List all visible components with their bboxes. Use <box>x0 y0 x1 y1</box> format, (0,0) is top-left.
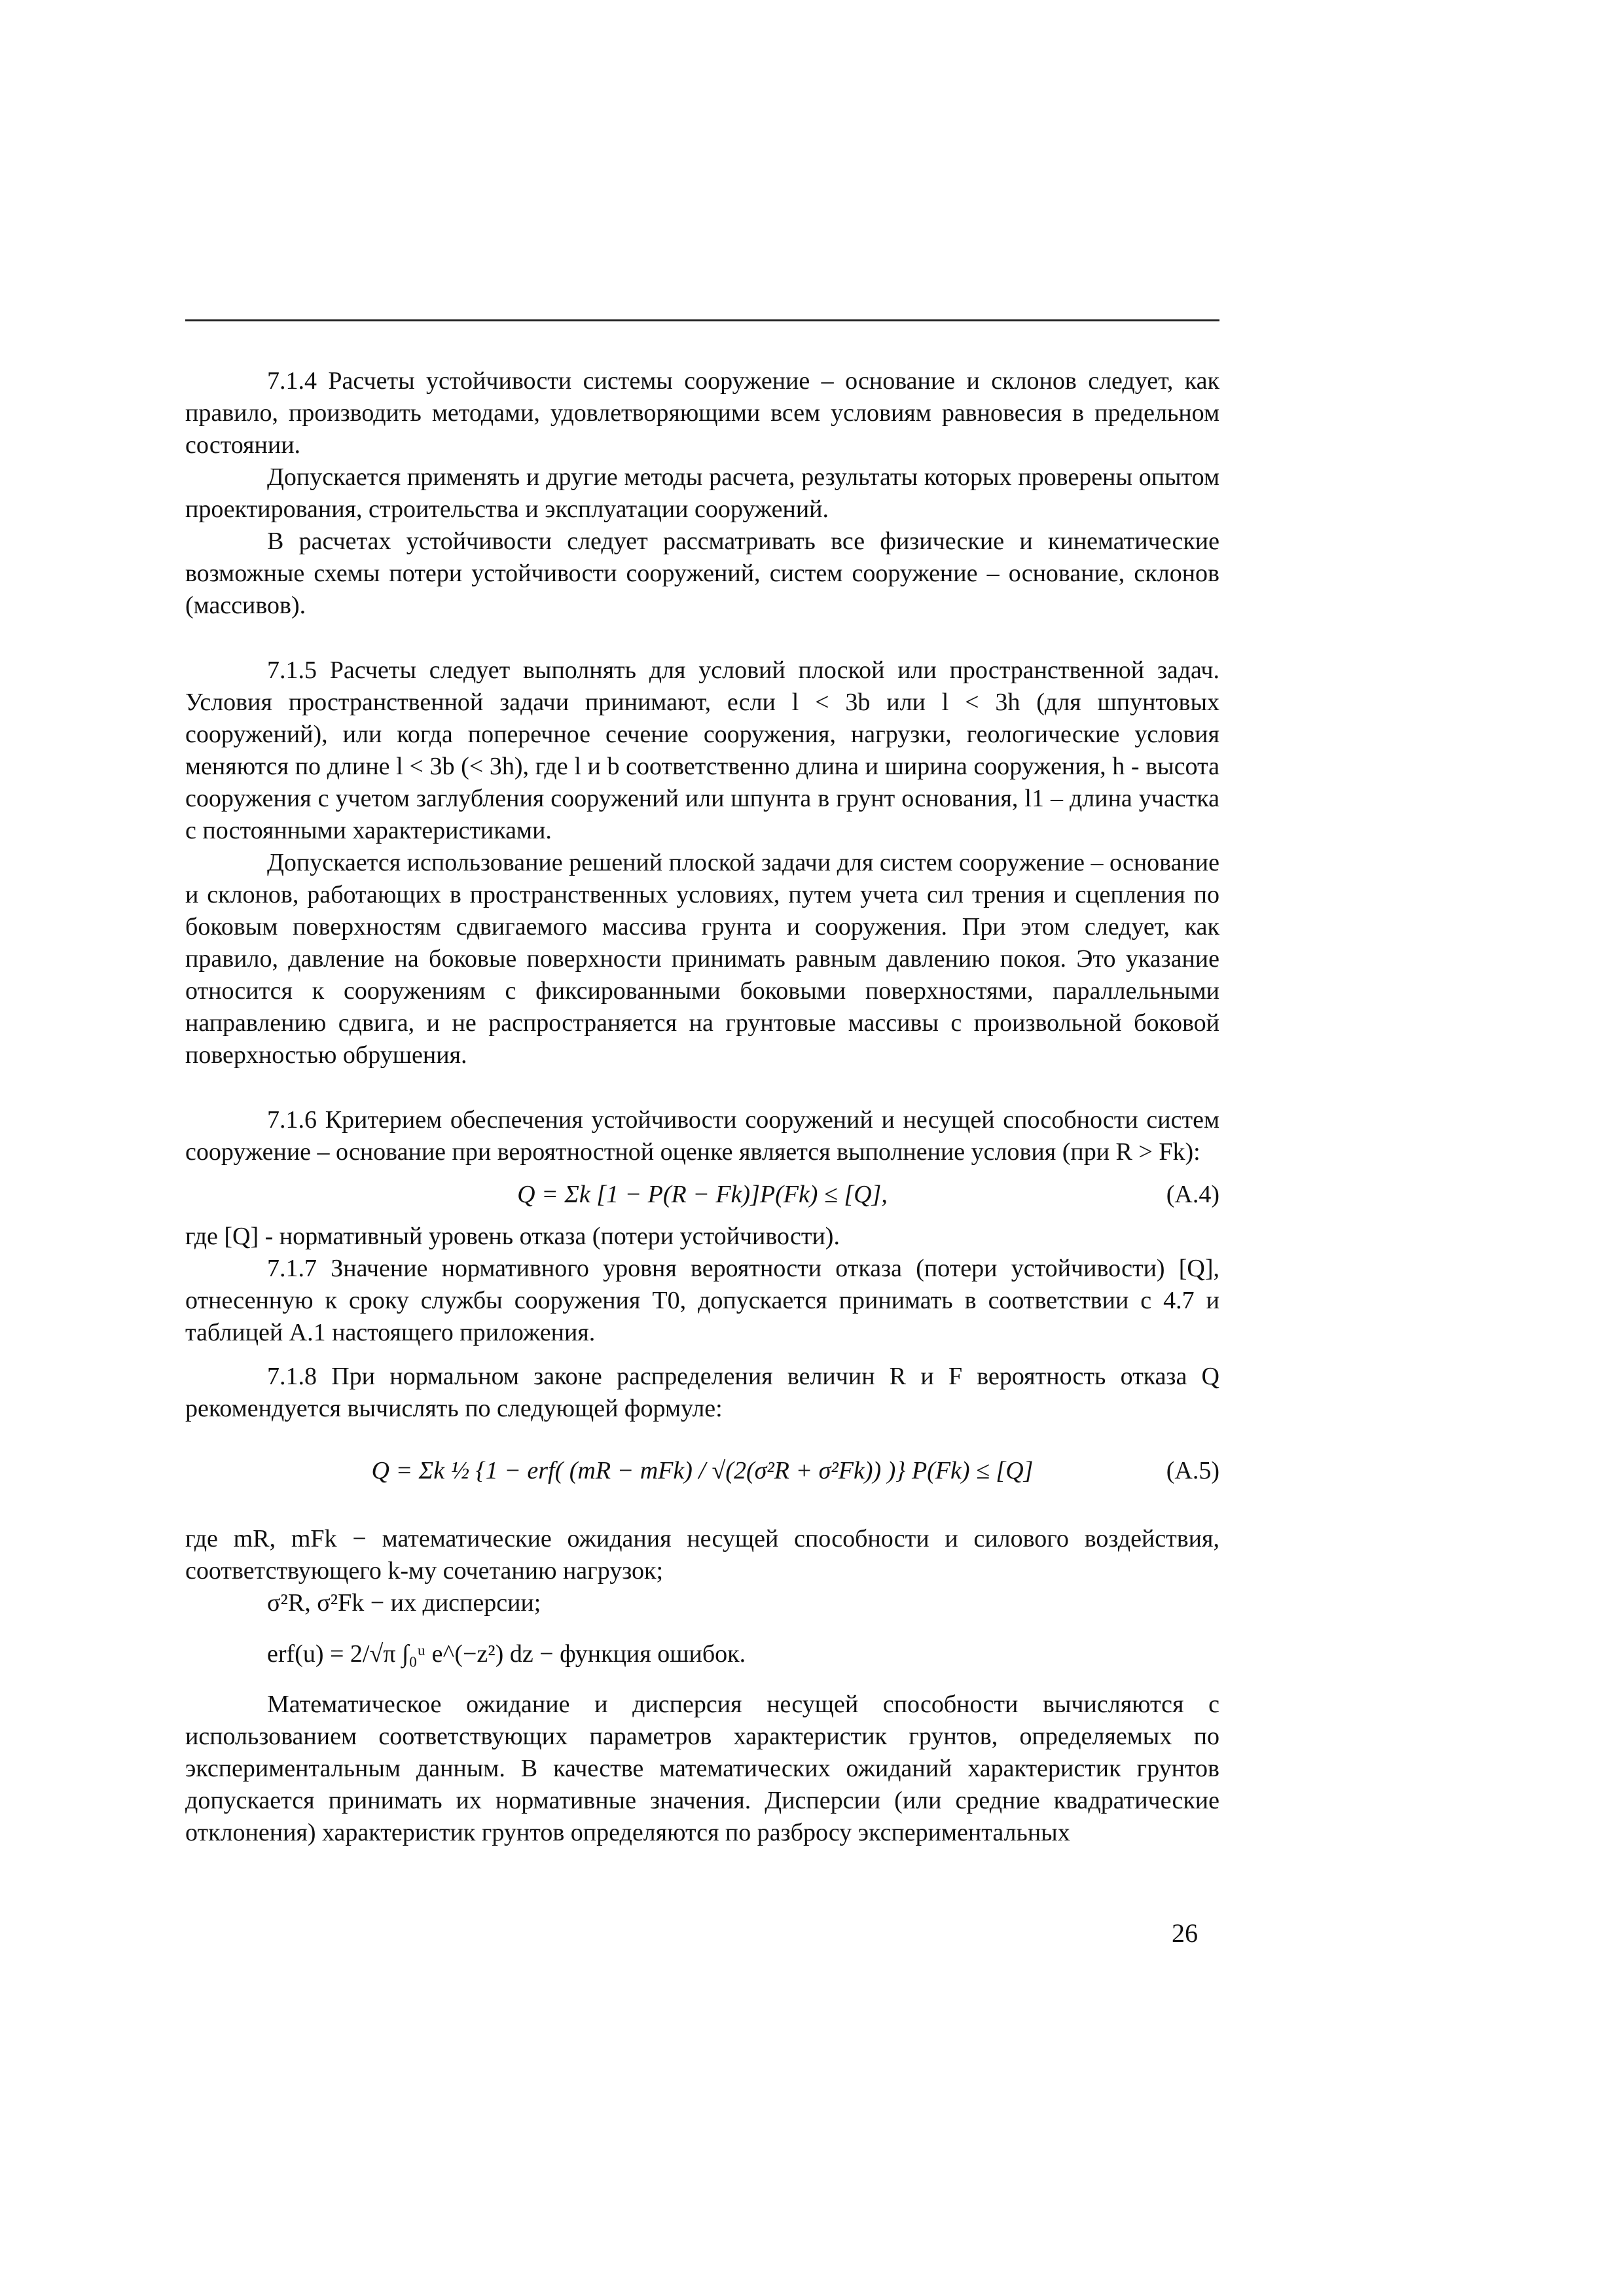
paragraph: Допускается использование решений плоской задачи для систем сооружение – основание и склонов, работающих в пространственных условиях, путем учета сил трения и сцепления по боковым поверхностям сдвигаемого массива грунта и сооружения. При этом следует, как правило, давление на боковые поверхности принимать равным давлению покоя. Это указание относится к сооружениям с фиксированными боковыми поверхностями, параллельными направлению сдвига, и не распространяется на грунтовые массивы с произвольной боковой поверхностью обрушения. <box>185 849 1219 1069</box>
paragraph: 7.1.8 При нормальном законе распределения величин R и F вероятность отказа Q рекомендуется вычислять по следующей формуле: <box>185 1363 1219 1422</box>
paragraph: 7.1.6 Критерием обеспечения устойчивости сооружений и несущей способности систем сооружение – основание при вероятностной оценке является выполнение условия (при R > Fk): <box>185 1106 1219 1166</box>
paragraph: Допускается применять и другие методы расчета, результаты которых проверены опытом проектирования, строительства и эксплуатации сооружений. <box>185 463 1219 523</box>
paragraph: 7.1.4 Расчеты устойчивости системы сооружение – основание и склонов следует, как правило, производить методами, удовлетворяющими всем условиям равновесия в предельном состоянии. <box>185 367 1219 459</box>
formula-a4-expression: Q = Σk [1 − P(R − Fk)]P(Fk) ≤ [Q], <box>517 1181 888 1208</box>
definition: erf(u) = 2/√π ∫₀ᵘ e^(−z²) dz − функция ошибок. <box>267 1640 746 1668</box>
paragraph: 7.1.5 Расчеты следует выполнять для условий плоской или пространственной задач. Условия пространственной задачи принимают, если l < 3b или l < 3h (для шпунтовых сооружений), или когда поперечное сечение сооружения, нагрузки, геологические условия меняются по длине l < 3b (< 3h), где l и b соответственно длина и ширина сооружения, h - высота сооружения с учетом заглубления сооружений или шпунта в грунт основания, l1 – длина участка с постоянными характеристиками. <box>185 656 1219 844</box>
formula-a4-number: (А.4) <box>1166 1181 1219 1208</box>
body-text <box>185 365 1219 1849</box>
formula-a4 <box>185 1168 1219 1221</box>
formula-a5 <box>185 1425 1219 1523</box>
paragraph: где [Q] - нормативный уровень отказа (потери устойчивости). <box>185 1223 840 1250</box>
definition: где mR, mFk − математические ожидания несущей способности и силового воздействия, соответствующего k-му сочетанию нагрузок; <box>185 1525 1219 1585</box>
formula-a5-number: (А.5) <box>1166 1457 1219 1484</box>
paragraph: Математическое ожидание и дисперсия несущей способности вычисляются с использованием соответствующих параметров характеристик грунтов, определяемых по экспериментальным данным. В качестве математических ожиданий характеристик грунтов допускается принимать их нормативные значения. Дисперсии (или средние квадратические отклонения) характеристик грунтов определяются по разбросу экспериментальных <box>185 1691 1219 1846</box>
page-number: 26 <box>1172 1918 1198 1948</box>
formula-a5-expression: Q = Σk ½ {1 − erf( (mR − mFk) / √(2(σ²R + σ²Fk)) )} P(Fk) ≤ [Q] <box>371 1457 1034 1484</box>
paragraph: 7.1.7 Значение нормативного уровня вероятности отказа (потери устойчивости) [Q], отнесенную к сроку службы сооружения T0, допускается принимать в соответствии с 4.7 и таблицей А.1 настоящего приложения. <box>185 1255 1219 1346</box>
header-rule <box>185 319 1219 321</box>
paragraph: В расчетах устойчивости следует рассматривать все физические и кинематические возможные схемы потери устойчивости сооружений, систем сооружение – основание, склонов (массивов). <box>185 528 1219 619</box>
definition: σ²R, σ²Fk − их дисперсии; <box>267 1589 541 1617</box>
